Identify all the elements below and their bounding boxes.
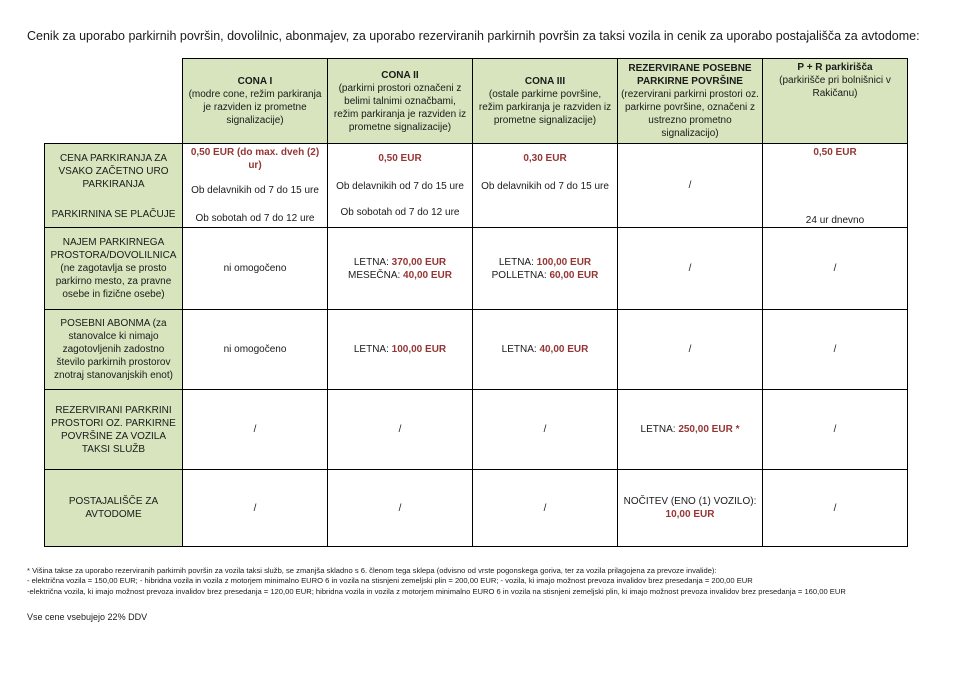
parking-p-r-time: 24 ur dnevno: [805, 214, 865, 226]
parking-cona-1-price: 0,50 EUR (do max. dveh (2) ur): [190, 146, 320, 171]
parking-p-r: [763, 144, 908, 228]
parking-label-pay: PARKIRNINA SE PLAČUJE: [51, 208, 176, 220]
row-parking-price: [45, 144, 908, 228]
footnote-line: -električna vozila, ki imajo možnost prevoza invalidov brez presedanja = 120,00 EUR; hibridna vozila in vozila z motorjem minimalno EURO 6 in vozila na stisnjeni zemeljski plin, ki imajo možnost prevoza invalidov brez presedanja = 160,00 EUR: [27, 586, 846, 596]
header-reserved: REZERVIRANE POSEBNE PARKIRNE POVRŠINE (rezervirani parkirni prostori oz. parkirne površine, označeni z ustrezno prometno signalizacijo): [618, 59, 763, 144]
camper-cona-2: /: [328, 470, 473, 547]
parking-cona-2: [328, 144, 473, 228]
empty-corner-cell: [45, 59, 183, 144]
permit-cona-1: ni omogočeno: [183, 228, 328, 310]
parking-cona-3-weekday: Ob delavnikih od 7 do 15 ure: [481, 180, 609, 192]
table-header-row: [45, 59, 908, 144]
subscription-cona-2: LETNA: 100,00 EUR: [328, 310, 473, 390]
parking-cona-2-price: 0,50 EUR: [378, 152, 422, 164]
header-cona-1: CONA I (modre cone, režim parkiranja je razviden iz prometne signalizacije): [183, 59, 328, 144]
subscription-cona-3: LETNA: 40,00 EUR: [473, 310, 618, 390]
header-p-r: P + R parkirišča (parkirišče pri bolnišnici v Rakičanu): [763, 59, 908, 144]
row-label-permit: [45, 228, 183, 310]
parking-cona-1-saturday: Ob sobotah od 7 do 12 ure: [195, 212, 315, 224]
parking-cona-1: [183, 144, 328, 228]
header-cona-2: CONA II (parkirni prostori označeni z belimi talnimi označbami, režim parkiranja je razviden iz prometne signalizacije): [328, 59, 473, 144]
row-taxi: [45, 390, 908, 470]
parking-cona-3: [473, 144, 618, 228]
parking-label-main: CENA PARKIRANJA ZA VSAKO ZAČETNO URO PARKIRANJA: [58, 152, 169, 190]
parking-cona-2-weekday: Ob delavnikih od 7 do 15 ure: [336, 180, 464, 192]
subscription-p-r: /: [763, 310, 908, 390]
parking-p-r-price: 0,50 EUR: [813, 146, 857, 158]
taxi-reserved: LETNA: 250,00 EUR *: [618, 390, 763, 470]
parking-cona-1-weekday: Ob delavnikih od 7 do 15 ure: [191, 184, 319, 196]
taxi-cona-3: /: [473, 390, 618, 470]
row-label-taxi: REZERVIRANI PARKRINI PROSTORI OZ. PARKIRNE POVRŠINE ZA VOZILA TAKSI SLUŽB: [45, 390, 183, 470]
document-heading: Cenik za uporabo parkirnih površin, dovolilnic, abonmajev, za uporabo rezerviranih parkirnih površin za taksi vozila in cenik za uporabo postajališča za avtodome:: [27, 29, 920, 43]
footnote-line: * Višina takse za uporabo rezerviranih parkirnih površin za vozila taksi služb, se zmanjša skladno s 6. členom tega sklepa (odvisno od vrste pogonskega goriva, ter za vozila prilagojena za prevoze invalide):: [27, 566, 717, 575]
row-label-camper: POSTAJALIŠČE ZA AVTODOME: [45, 470, 183, 547]
camper-cona-3: /: [473, 470, 618, 547]
row-camper: [45, 470, 908, 547]
price-table: [44, 58, 908, 547]
permit-reserved: /: [618, 228, 763, 310]
camper-reserved: NOČITEV (ENO (1) VOZILO): 10,00 EUR: [618, 470, 763, 547]
permit-label-title: NAJEM PARKIRNEGA PROSTORA/DOVOLILNICA: [50, 237, 177, 261]
subscription-reserved: /: [618, 310, 763, 390]
taxi-cona-2: /: [328, 390, 473, 470]
header-cona-3: CONA III (ostale parkirne površine, režim parkiranja je razviden iz prometne signalizacije): [473, 59, 618, 144]
camper-cona-1: /: [183, 470, 328, 547]
vat-note: Vse cene vsebujejo 22% DDV: [27, 612, 148, 622]
footnote-line: - električna vozila = 150,00 EUR; - hibridna vozila in vozila z motorjem minimalno EURO 6 in vozila na stisnjeni zemeljski plin = 200,00 EUR; - vozila, ki imajo možnost prevoza invalidov brez presedanja = 200,00 EUR: [27, 576, 753, 586]
taxi-p-r: /: [763, 390, 908, 470]
row-label-parking: [45, 144, 183, 228]
permit-label-note: (ne zagotavlja se prosto parkirno mesto, za pravne osebe in fizične osebe): [55, 263, 172, 300]
permit-cona-2: LETNA: 370,00 EUR MESEČNA: 40,00 EUR: [328, 228, 473, 310]
permit-p-r: /: [763, 228, 908, 310]
footnotes: [27, 566, 846, 597]
subscription-cona-1: ni omogočeno: [183, 310, 328, 390]
parking-cona-2-saturday: Ob sobotah od 7 do 12 ure: [340, 206, 460, 218]
permit-cona-3: LETNA: 100,00 EUR POLLETNA: 60,00 EUR: [473, 228, 618, 310]
row-label-subscription: POSEBNI ABONMA (za stanovalce ki nimajo zagotovljenih zadostno število parkirnih prostorov znotraj stanovanjskih enot): [45, 310, 183, 390]
taxi-cona-1: /: [183, 390, 328, 470]
camper-p-r: /: [763, 470, 908, 547]
parking-cona-3-price: 0,30 EUR: [523, 152, 567, 164]
row-subscription: [45, 310, 908, 390]
parking-reserved: /: [618, 144, 763, 228]
row-permit: [45, 228, 908, 310]
